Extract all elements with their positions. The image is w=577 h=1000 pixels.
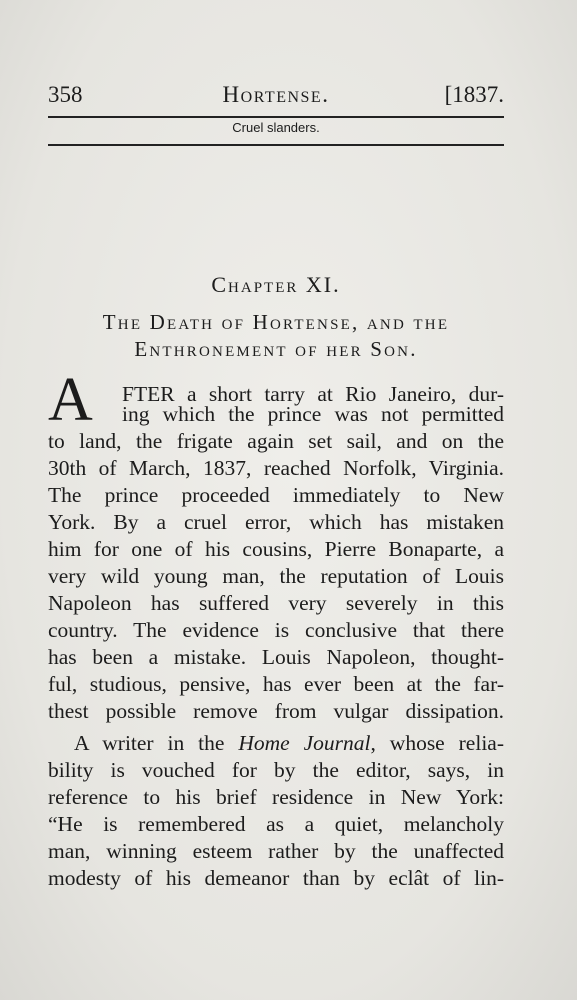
text-run: , whose relia-: [370, 731, 504, 755]
running-title: Hortense.: [222, 82, 330, 107]
running-head: [48, 82, 504, 112]
text-line: FTER a short tarry at Rio Janeiro, dur-: [122, 382, 504, 406]
text-line: [74, 729, 504, 757]
text-line: Napoleon has suffered very severely in this: [48, 591, 504, 615]
text-line: York. By a cruel error, which has mistaken: [48, 510, 504, 534]
text-line: modesty of his demeanor than by eclât of lin-: [48, 866, 504, 890]
text-line: reference to his brief residence in New York:: [48, 785, 504, 809]
text-line: bility is vouched for by the editor, says, in: [48, 758, 504, 782]
running-year: [1837.: [444, 82, 504, 107]
chapter-title-line-2: Enthronement of her Son.: [134, 337, 418, 361]
page-subheading: Cruel slanders.: [232, 120, 320, 135]
chapter-number: Chapter XI.: [211, 272, 341, 297]
header-rule-top: [48, 116, 504, 118]
text-line: has been a mistake. Louis Napoleon, thought-: [48, 645, 504, 669]
page-number: 358: [48, 82, 83, 107]
text-line: man, winning esteem rather by the unaffected: [48, 839, 504, 863]
italic-title: Home Journal: [238, 731, 371, 755]
text-line: “He is remembered as a quiet, melancholy: [48, 812, 504, 836]
chapter-title-line-1: The Death of Hortense, and the: [102, 310, 450, 334]
text-line: ing which the prince was not permitted: [122, 402, 504, 426]
text-line: thest possible remove from vulgar dissipation.: [48, 699, 504, 723]
text-line: 30th of March, 1837, reached Norfolk, Virginia.: [48, 456, 504, 480]
text-line: ful, studious, pensive, has ever been at the far-: [48, 672, 504, 696]
text-line: him for one of his cousins, Pierre Bonaparte, a: [48, 537, 504, 561]
text-run: A writer in the: [74, 731, 239, 755]
drop-cap: A: [48, 366, 93, 434]
text-line: The prince proceeded immediately to New: [48, 483, 504, 507]
text-line: very wild young man, the reputation of Louis: [48, 564, 504, 588]
text-line: country. The evidence is conclusive that there: [48, 618, 504, 642]
header-rule-bottom: [48, 144, 504, 146]
text-line: to land, the frigate again set sail, and on the: [48, 429, 504, 453]
